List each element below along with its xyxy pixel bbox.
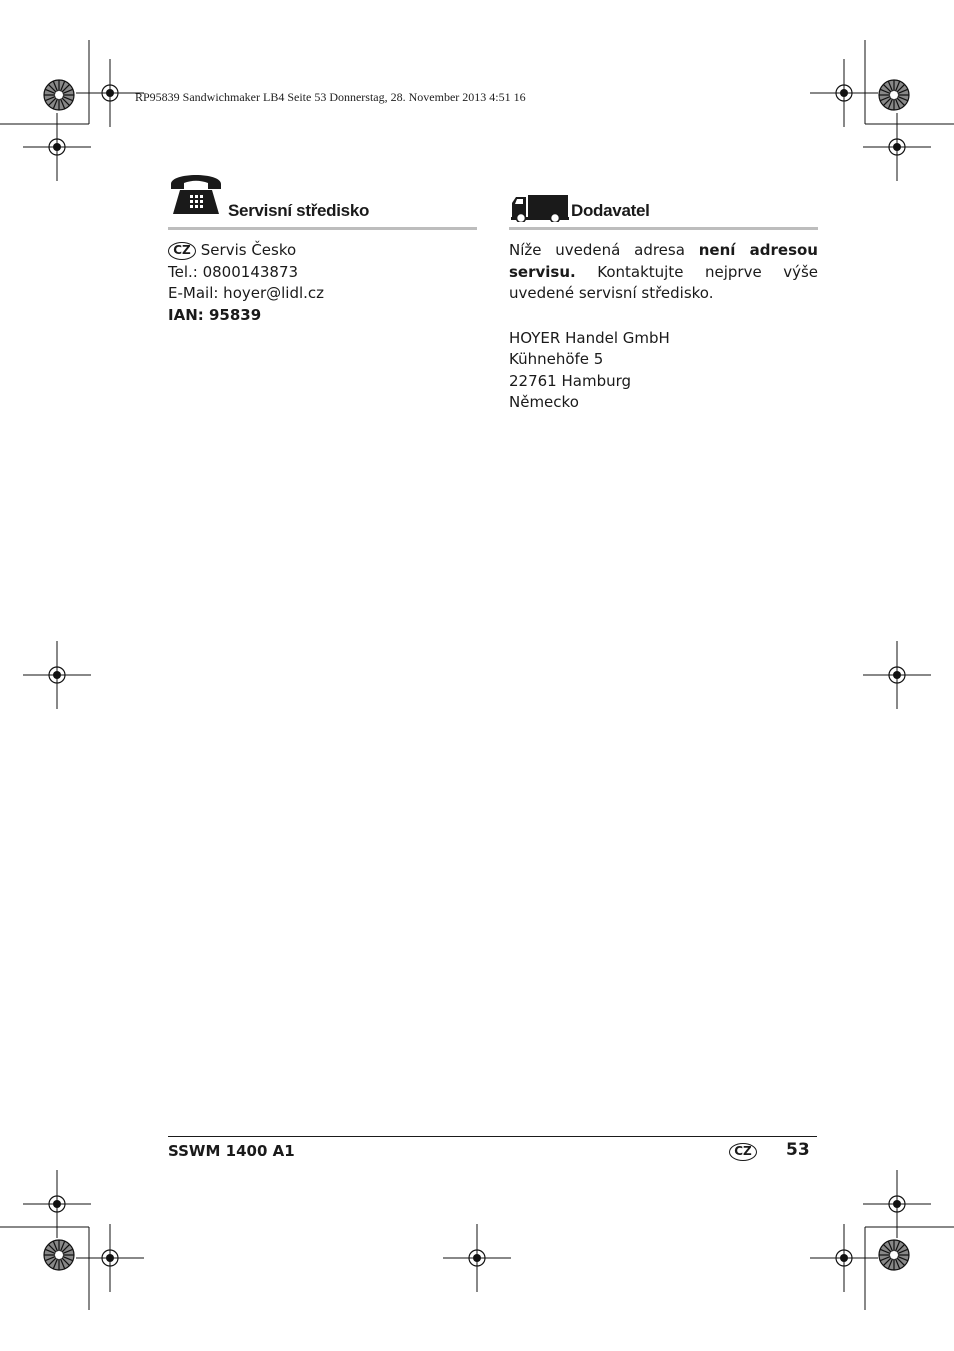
ian-line: IAN: 95839 xyxy=(168,305,262,324)
truck-icon xyxy=(511,170,569,222)
footer-rule xyxy=(168,1136,817,1137)
section-title-service: Servisní středisko xyxy=(228,201,370,220)
country-badge: CZ xyxy=(168,242,196,260)
phone-line: Tel.: 0800143873 xyxy=(168,262,299,281)
address-country: Německo xyxy=(509,393,579,411)
footer-country-badge-wrap xyxy=(729,1143,757,1161)
section-title-supplier: Dodavatel xyxy=(571,201,650,220)
section-rule xyxy=(509,227,818,230)
section-rule xyxy=(168,227,477,230)
supplier-text xyxy=(509,240,818,414)
service-line: CZ Servis Česko xyxy=(168,240,477,262)
supplier-intro: Níže uvedená adresa není adresou servisu. Kontaktujte nejprve výše uvedené servisní středisko. xyxy=(509,241,818,302)
print-slug-line: RP95839 Sandwichmaker LB4 Seite 53 Donnerstag, 28. November 2013 4:51 16 xyxy=(135,90,526,104)
address-city: 22761 Hamburg xyxy=(509,371,632,390)
footer-country-badge: CZ xyxy=(729,1143,757,1161)
page-number: 53 xyxy=(786,1140,810,1160)
service-contact xyxy=(168,240,477,326)
footer-model: SSWM 1400 A1 xyxy=(168,1142,295,1160)
email-line: E-Mail: hoyer@lidl.cz xyxy=(168,284,325,302)
address-street: Kühnehöfe 5 xyxy=(509,350,604,368)
telephone-icon xyxy=(168,170,224,216)
address-company: HOYER Handel GmbH xyxy=(509,328,670,347)
